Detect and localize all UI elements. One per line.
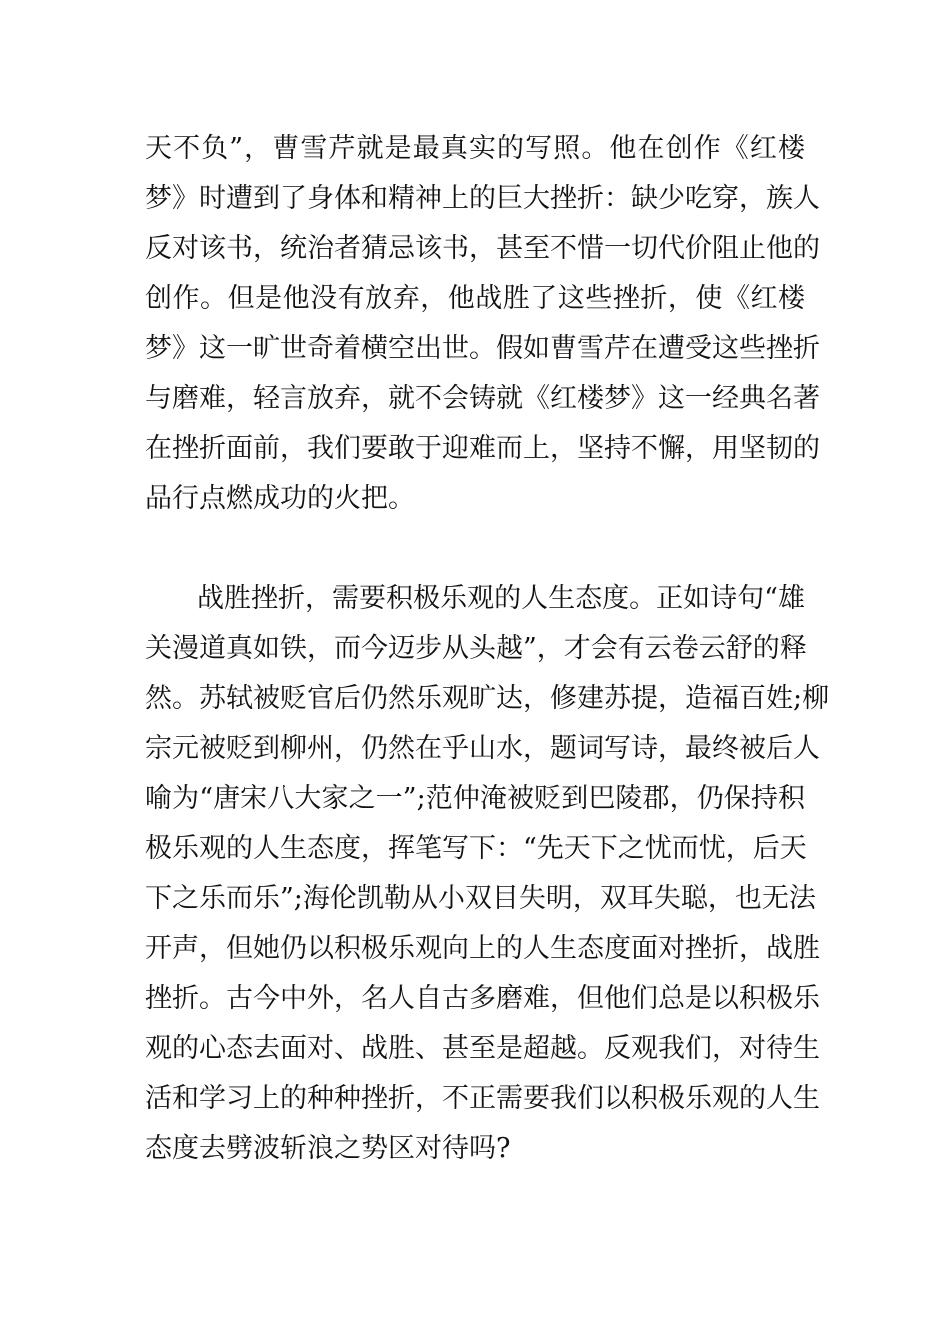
text-line: 与磨难，轻言放弃，就不会铸就《红楼梦》这一经典名著: [145, 383, 820, 414]
text-line: 态度去劈波斩浪之势区对待吗?: [145, 1133, 511, 1164]
text-line: 梦》时遭到了身体和精神上的巨大挫折：缺少吃穿，族人: [145, 183, 820, 214]
text-line: 创作。但是他没有放弃，他战胜了这些挫折，使《红楼: [145, 283, 805, 314]
text-line: 然。苏轼被贬官后仍然乐观旷达，修建苏提，造福百姓;柳: [145, 683, 830, 714]
text-line: 天不负”，曹雪芹就是最真实的写照。他在创作《红楼: [145, 133, 805, 164]
text-line: 观的心态去面对、战胜、甚至是超越。反观我们，对待生: [145, 1033, 820, 1064]
text-line: 梦》这一旷世奇着横空出世。假如曹雪芹在遭受这些挫折: [145, 333, 820, 364]
text-line: 品行点燃成功的火把。: [145, 483, 415, 514]
text-line: 喻为“唐宋八大家之一”;范仲淹被贬到巴陵郡，仍保持积: [145, 783, 805, 814]
text-line: 活和学习上的种种挫折，不正需要我们以积极乐观的人生: [145, 1083, 820, 1114]
text-line: 在挫折面前，我们要敢于迎难而上，坚持不懈，用坚韧的: [145, 433, 820, 464]
text-line: 挫折。古今中外，名人自古多磨难，但他们总是以积极乐: [145, 983, 820, 1014]
text-line: 反对该书，统治者猜忌该书，甚至不惜一切代价阻止他的: [145, 233, 820, 264]
text-line: 开声，但她仍以积极乐观向上的人生态度面对挫折，战胜: [145, 933, 820, 964]
text-line: 下之乐而乐”;海伦凯勒从小双目失明，双耳失聪，也无法: [145, 883, 816, 914]
text-line: 战胜挫折，需要积极乐观的人生态度。正如诗句“雄: [197, 583, 805, 614]
text-line: 关漫道真如铁，而今迈步从头越”，才会有云卷云舒的释: [145, 633, 807, 664]
text-line: 宗元被贬到柳州，仍然在乎山水，题词写诗，最终被后人: [145, 733, 820, 764]
text-line: 极乐观的人生态度，挥笔写下：“先天下之忧而忧，后天: [145, 833, 807, 864]
